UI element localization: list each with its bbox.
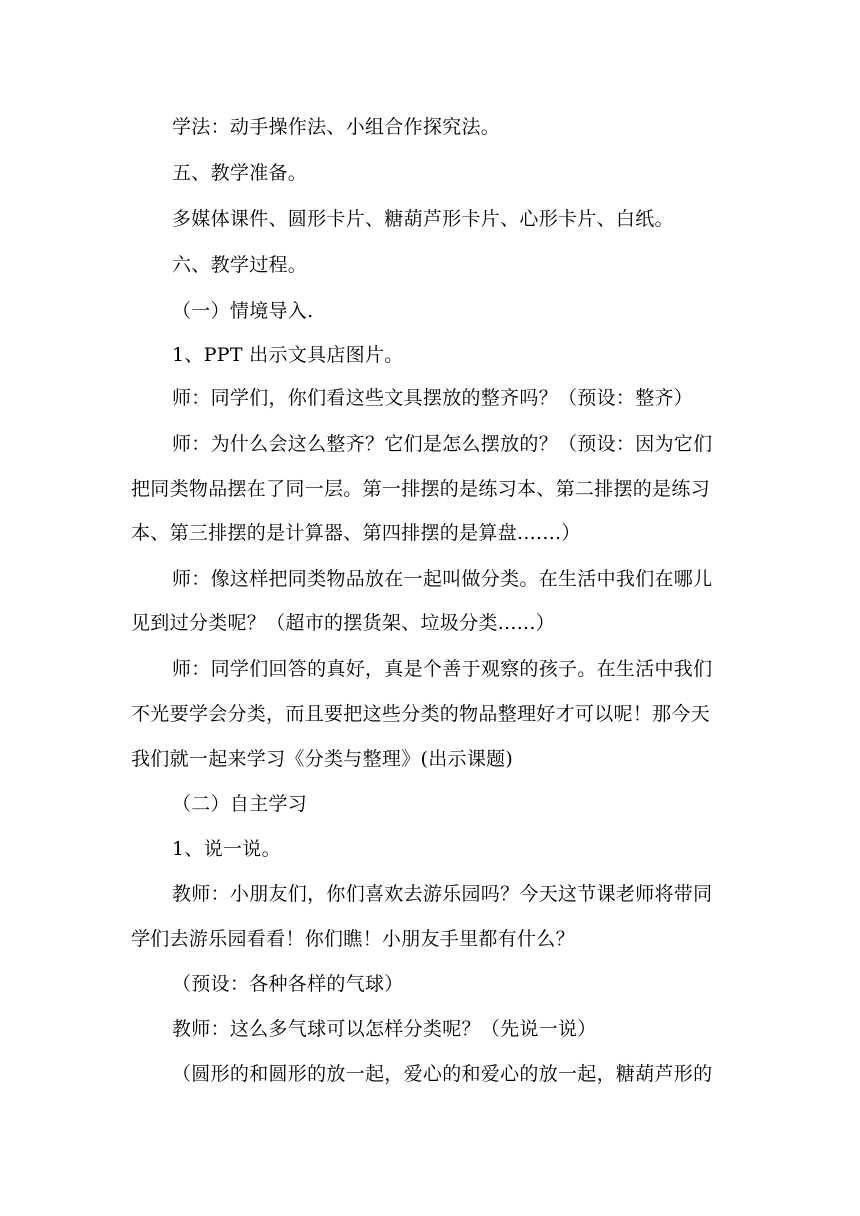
paragraph-line: （一）情境导入. <box>172 300 314 322</box>
paragraph-line: （圆形的和圆形的放一起，爱心的和爱心的放一起，糖葫芦形的 <box>172 1063 713 1085</box>
paragraph-line: 六、教学过程。 <box>172 254 308 276</box>
paragraph-line: 1、PPT 出示文具店图片。 <box>172 344 404 366</box>
paragraph-line: 教师：这么多气球可以怎样分类呢？（先说一说） <box>172 1018 597 1040</box>
paragraph-line: 五、教学准备。 <box>172 162 308 184</box>
paragraph-line: 学法：动手操作法、小组合作探究法。 <box>172 116 501 138</box>
paragraph-line: 把同类物品摆在了同一层。第一排摆的是练习本、第二排摆的是练习 <box>131 478 711 500</box>
paragraph-line: 见到过分类呢？（超市的摆货架、垃圾分类......） <box>131 612 556 634</box>
paragraph-line: 师：同学们回答的真好，真是个善于观察的孩子。在生活中我们 <box>172 658 713 680</box>
paragraph-line: 师：同学们，你们看这些文具摆放的整齐吗？（预设：整齐） <box>172 387 694 409</box>
paragraph-line: 师：为什么会这么整齐？它们是怎么摆放的？（预设：因为它们 <box>172 433 713 455</box>
paragraph-line: 不光要学会分类，而且要把这些分类的物品整理好才可以呢！那今天 <box>131 703 711 725</box>
paragraph-line: （二）自主学习 <box>172 793 308 815</box>
paragraph-line: 多媒体课件、圆形卡片、糖葫芦形卡片、心形卡片、白纸。 <box>172 208 674 230</box>
paragraph-line: （预设：各种各样的气球） <box>172 973 404 995</box>
paragraph-line: 师：像这样把同类物品放在一起叫做分类。在生活中我们在哪儿 <box>172 568 713 590</box>
paragraph-line: 学们去游乐园看看！你们瞧！小朋友手里都有什么？ <box>131 928 575 950</box>
paragraph-line: 1、说一说。 <box>172 838 281 860</box>
paragraph-line: 本、第三排摆的是计算器、第四排摆的是算盘.......） <box>131 522 581 544</box>
paragraph-line: 教师：小朋友们，你们喜欢去游乐园吗？今天这节课老师将带同 <box>172 883 713 905</box>
paragraph-line: 我们就一起来学习《分类与整理》(出示课题) <box>131 748 514 770</box>
